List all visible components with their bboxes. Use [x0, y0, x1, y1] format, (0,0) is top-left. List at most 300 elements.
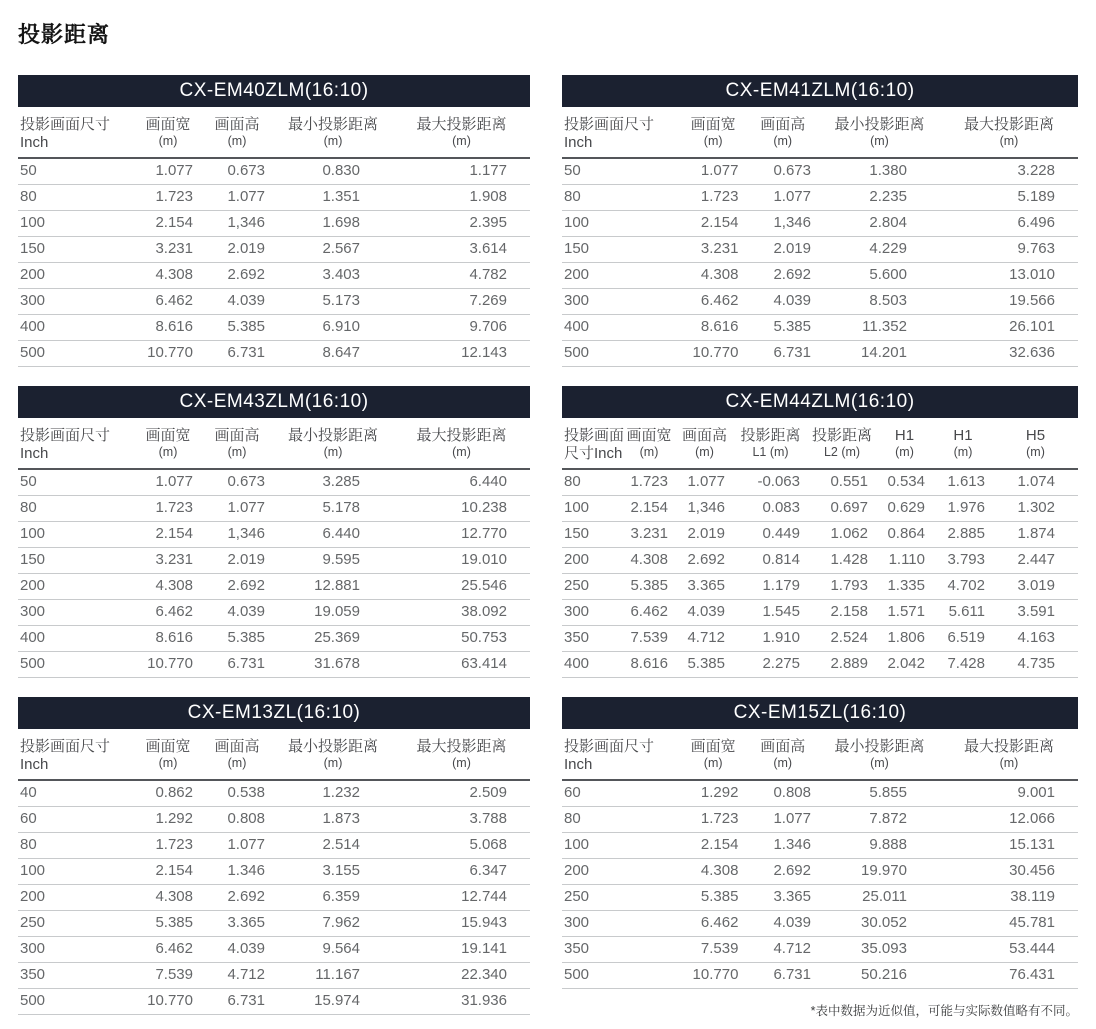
table-cell: 1.380	[819, 158, 940, 185]
table-cell: 1.346	[201, 859, 273, 885]
table-cell: 2.019	[676, 522, 733, 548]
table-cell: 1.077	[201, 496, 273, 522]
table-cell: 4.163	[993, 626, 1078, 652]
table-cell: 500	[18, 989, 135, 1015]
table-cell: 80	[562, 469, 622, 496]
table-cell: 6.731	[201, 652, 273, 678]
table-cell: 5.068	[393, 833, 530, 859]
table-cell: 200	[562, 263, 680, 289]
table-cell: 200	[18, 574, 135, 600]
table-cell: 30.052	[819, 911, 940, 937]
table-cell: 1.873	[273, 807, 393, 833]
table-cell: -0.063	[733, 469, 808, 496]
table-cell: 5.189	[940, 185, 1078, 211]
table-cell: 350	[562, 626, 622, 652]
table-cell: 5.385	[201, 315, 273, 341]
table-row	[562, 859, 1078, 885]
table-cell: 1.806	[876, 626, 933, 652]
table-cell: 31.936	[393, 989, 530, 1015]
table-row	[18, 263, 530, 289]
table-cell: 1.292	[680, 780, 747, 807]
model-header: CX-EM44ZLM(16:10)	[562, 386, 1078, 418]
table-cell: 3.231	[135, 237, 201, 263]
table-cell: 10.770	[135, 341, 201, 367]
table-cell: 1.077	[135, 158, 201, 185]
table-cell: 1.874	[993, 522, 1078, 548]
table-cell: 8.616	[135, 626, 201, 652]
table-cell: 200	[562, 859, 680, 885]
table-cell: 19.566	[940, 289, 1078, 315]
table-row	[562, 263, 1078, 289]
table-cell: 80	[562, 807, 680, 833]
table-cell: 0.697	[808, 496, 876, 522]
table-cell: 38.092	[393, 600, 530, 626]
table-cell: 2.154	[135, 859, 201, 885]
table-cell: 4.039	[201, 600, 273, 626]
table-cell: 1.077	[201, 833, 273, 859]
table-cell: 0.673	[201, 158, 273, 185]
model-header: CX-EM41ZLM(16:10)	[562, 75, 1078, 107]
table-section-cx-em41zlm	[562, 75, 1078, 367]
table-row	[18, 522, 530, 548]
table-cell: 7.428	[933, 652, 993, 678]
projection-table	[18, 418, 530, 678]
table-cell: 6.731	[201, 989, 273, 1015]
table-cell: 6.496	[940, 211, 1078, 237]
column-header: 画面高 (m)	[201, 107, 273, 158]
table-cell: 1.292	[135, 807, 201, 833]
table-cell: 5.611	[933, 600, 993, 626]
table-cell: 7.539	[622, 626, 676, 652]
table-cell: 0.830	[273, 158, 393, 185]
table-cell: 6.462	[135, 937, 201, 963]
table-section-cx-em44zlm	[562, 386, 1078, 678]
table-row	[18, 937, 530, 963]
column-header-row	[18, 418, 530, 469]
footnote: *表中数据为近似值，可能与实际数值略有不同。	[810, 1004, 1078, 1018]
table-cell: 2.509	[393, 780, 530, 807]
table-cell: 5.385	[201, 626, 273, 652]
table-cell: 10.770	[680, 963, 747, 989]
table-row	[562, 158, 1078, 185]
table-cell: 15.974	[273, 989, 393, 1015]
table-cell: 2.524	[808, 626, 876, 652]
table-cell: 0.808	[746, 780, 819, 807]
table-cell: 400	[18, 315, 135, 341]
table-row	[562, 522, 1078, 548]
table-cell: 1.571	[876, 600, 933, 626]
column-header: 画面高 (m)	[746, 107, 819, 158]
column-header: 画面宽 (m)	[135, 107, 201, 158]
table-cell: 1.346	[746, 833, 819, 859]
table-cell: 6.731	[746, 341, 819, 367]
table-cell: 3.231	[135, 548, 201, 574]
table-cell: 1.077	[746, 185, 819, 211]
table-cell: 1.335	[876, 574, 933, 600]
table-row	[18, 833, 530, 859]
table-cell: 400	[562, 315, 680, 341]
table-cell: 1.613	[933, 469, 993, 496]
table-cell: 6.910	[273, 315, 393, 341]
table-cell: 80	[18, 833, 135, 859]
column-header-row	[562, 729, 1078, 780]
table-cell: 15.131	[940, 833, 1078, 859]
column-header: 最小投影距离 (m)	[273, 107, 393, 158]
column-header: 最大投影距离 (m)	[393, 418, 530, 469]
table-cell: 2.514	[273, 833, 393, 859]
table-cell: 4.039	[201, 289, 273, 315]
table-cell: 32.636	[940, 341, 1078, 367]
table-cell: 12.744	[393, 885, 530, 911]
table-cell: 22.340	[393, 963, 530, 989]
table-cell: 31.678	[273, 652, 393, 678]
table-cell: 4.782	[393, 263, 530, 289]
column-header: 画面高 (m)	[676, 418, 733, 469]
table-row	[562, 833, 1078, 859]
table-cell: 50.216	[819, 963, 940, 989]
table-cell: 1.074	[993, 469, 1078, 496]
table-cell: 8.616	[135, 315, 201, 341]
table-row	[18, 652, 530, 678]
table-section-cx-em40zlm	[18, 75, 530, 367]
table-cell: 2.154	[680, 833, 747, 859]
table-row	[18, 780, 530, 807]
model-header: CX-EM40ZLM(16:10)	[18, 75, 530, 107]
table-cell: 4.308	[135, 574, 201, 600]
table-row	[562, 341, 1078, 367]
table-cell: 1.302	[993, 496, 1078, 522]
table-row	[562, 496, 1078, 522]
table-row	[562, 780, 1078, 807]
table-cell: 200	[18, 263, 135, 289]
table-cell: 500	[562, 341, 680, 367]
table-section-cx-em13zl	[18, 697, 530, 1015]
column-header: 画面高 (m)	[746, 729, 819, 780]
table-cell: 10.238	[393, 496, 530, 522]
table-cell: 0.862	[135, 780, 201, 807]
table-cell: 3.788	[393, 807, 530, 833]
table-cell: 35.093	[819, 937, 940, 963]
table-row	[562, 289, 1078, 315]
table-cell: 1.077	[201, 185, 273, 211]
table-cell: 9.564	[273, 937, 393, 963]
table-row	[562, 626, 1078, 652]
table-row	[18, 469, 530, 496]
table-cell: 100	[562, 496, 622, 522]
table-cell: 500	[562, 963, 680, 989]
table-cell: 50	[18, 469, 135, 496]
table-cell: 1.177	[393, 158, 530, 185]
table-cell: 1.545	[733, 600, 808, 626]
table-cell: 2.885	[933, 522, 993, 548]
table-cell: 0.551	[808, 469, 876, 496]
table-row	[562, 469, 1078, 496]
table-cell: 250	[18, 911, 135, 937]
table-cell: 200	[18, 885, 135, 911]
table-cell: 4.308	[135, 885, 201, 911]
table-cell: 350	[562, 937, 680, 963]
table-cell: 6.462	[135, 600, 201, 626]
table-cell: 13.010	[940, 263, 1078, 289]
table-cell: 2.395	[393, 211, 530, 237]
table-cell: 3.403	[273, 263, 393, 289]
table-cell: 50	[18, 158, 135, 185]
table-row	[562, 315, 1078, 341]
table-cell: 8.503	[819, 289, 940, 315]
column-header: 最小投影距离 (m)	[819, 729, 940, 780]
table-cell: 250	[562, 885, 680, 911]
model-header: CX-EM43ZLM(16:10)	[18, 386, 530, 418]
column-header-row	[18, 729, 530, 780]
column-header: 最大投影距离 (m)	[393, 107, 530, 158]
table-cell: 2.692	[201, 263, 273, 289]
table-cell: 1.179	[733, 574, 808, 600]
table-cell: 1.428	[808, 548, 876, 574]
projection-table	[18, 729, 530, 1015]
projection-table	[18, 107, 530, 367]
column-header: 投影画面尺寸 Inch	[18, 418, 135, 469]
table-row	[18, 211, 530, 237]
table-cell: 1,346	[746, 211, 819, 237]
table-cell: 200	[562, 548, 622, 574]
table-cell: 2.804	[819, 211, 940, 237]
table-cell: 38.119	[940, 885, 1078, 911]
table-cell: 1.698	[273, 211, 393, 237]
table-cell: 4.712	[676, 626, 733, 652]
table-cell: 300	[562, 289, 680, 315]
table-cell: 2.447	[993, 548, 1078, 574]
table-row	[18, 289, 530, 315]
table-cell: 2.275	[733, 652, 808, 678]
table-cell: 2.889	[808, 652, 876, 678]
column-header-row	[18, 107, 530, 158]
table-cell: 150	[562, 237, 680, 263]
table-cell: 6.440	[273, 522, 393, 548]
table-cell: 2.567	[273, 237, 393, 263]
table-cell: 3.285	[273, 469, 393, 496]
table-cell: 25.369	[273, 626, 393, 652]
table-row	[562, 548, 1078, 574]
column-header: 投影画面 尺寸Inch	[562, 418, 622, 469]
table-cell: 1.723	[135, 833, 201, 859]
table-cell: 100	[18, 522, 135, 548]
tables-grid	[18, 75, 1078, 1019]
table-cell: 30.456	[940, 859, 1078, 885]
table-cell: 0.864	[876, 522, 933, 548]
table-cell: 15.943	[393, 911, 530, 937]
table-cell: 2.019	[201, 237, 273, 263]
projection-table	[562, 107, 1078, 367]
table-cell: 4.039	[676, 600, 733, 626]
column-header: 画面宽 (m)	[622, 418, 676, 469]
column-header: 投影画面尺寸 Inch	[18, 107, 135, 158]
table-row	[18, 626, 530, 652]
table-cell: 1.077	[680, 158, 747, 185]
table-cell: 2.154	[680, 211, 747, 237]
table-cell: 19.970	[819, 859, 940, 885]
table-cell: 11.352	[819, 315, 940, 341]
projection-table	[562, 418, 1078, 678]
table-cell: 6.731	[201, 341, 273, 367]
table-cell: 1.723	[135, 185, 201, 211]
table-cell: 150	[562, 522, 622, 548]
table-cell: 8.647	[273, 341, 393, 367]
column-header: 画面宽 (m)	[135, 729, 201, 780]
table-row	[562, 185, 1078, 211]
table-cell: 1.908	[393, 185, 530, 211]
table-cell: 4.308	[680, 263, 747, 289]
projection-table	[562, 729, 1078, 989]
table-cell: 1.077	[135, 469, 201, 496]
table-cell: 1.062	[808, 522, 876, 548]
table-row	[562, 807, 1078, 833]
table-cell: 9.888	[819, 833, 940, 859]
column-header: H1 (m)	[876, 418, 933, 469]
table-cell: 5.855	[819, 780, 940, 807]
table-row	[562, 652, 1078, 678]
table-cell: 5.385	[622, 574, 676, 600]
table-cell: 12.881	[273, 574, 393, 600]
table-cell: 250	[562, 574, 622, 600]
table-cell: 4.712	[746, 937, 819, 963]
column-header: 投影画面尺寸 Inch	[18, 729, 135, 780]
table-cell: 2.692	[746, 859, 819, 885]
column-header: 画面高 (m)	[201, 418, 273, 469]
table-cell: 2.692	[201, 574, 273, 600]
table-cell: 6.731	[746, 963, 819, 989]
table-cell: 6.519	[933, 626, 993, 652]
table-cell: 6.462	[680, 289, 747, 315]
table-cell: 0.808	[201, 807, 273, 833]
table-cell: 2.158	[808, 600, 876, 626]
table-cell: 0.814	[733, 548, 808, 574]
table-cell: 2.019	[201, 548, 273, 574]
table-cell: 4.308	[622, 548, 676, 574]
table-cell: 25.011	[819, 885, 940, 911]
table-cell: 8.616	[680, 315, 747, 341]
table-cell: 150	[18, 548, 135, 574]
table-row	[18, 989, 530, 1015]
table-cell: 80	[18, 185, 135, 211]
table-cell: 6.359	[273, 885, 393, 911]
table-cell: 2.154	[135, 211, 201, 237]
table-row	[18, 315, 530, 341]
table-cell: 0.534	[876, 469, 933, 496]
table-row	[18, 807, 530, 833]
table-row	[18, 885, 530, 911]
table-cell: 1.723	[622, 469, 676, 496]
column-header: 最大投影距离 (m)	[393, 729, 530, 780]
table-cell: 10.770	[135, 652, 201, 678]
table-cell: 0.629	[876, 496, 933, 522]
table-cell: 4.229	[819, 237, 940, 263]
table-cell: 63.414	[393, 652, 530, 678]
table-cell: 1.723	[680, 807, 747, 833]
table-cell: 4.308	[680, 859, 747, 885]
table-cell: 1.077	[746, 807, 819, 833]
table-cell: 3.365	[746, 885, 819, 911]
table-cell: 1,346	[676, 496, 733, 522]
table-cell: 100	[562, 833, 680, 859]
table-cell: 9.706	[393, 315, 530, 341]
table-cell: 1.232	[273, 780, 393, 807]
table-cell: 0.449	[733, 522, 808, 548]
table-cell: 3.365	[676, 574, 733, 600]
table-cell: 3.231	[622, 522, 676, 548]
table-cell: 1.351	[273, 185, 393, 211]
column-header: H1 (m)	[933, 418, 993, 469]
table-cell: 100	[18, 859, 135, 885]
column-header: 最大投影距离 (m)	[940, 729, 1078, 780]
table-cell: 1.077	[676, 469, 733, 496]
table-cell: 60	[18, 807, 135, 833]
column-header: 画面高 (m)	[201, 729, 273, 780]
table-cell: 19.059	[273, 600, 393, 626]
table-cell: 26.101	[940, 315, 1078, 341]
table-cell: 4.039	[746, 289, 819, 315]
table-cell: 40	[18, 780, 135, 807]
table-cell: 14.201	[819, 341, 940, 367]
table-row	[18, 859, 530, 885]
table-section-cx-em43zlm	[18, 386, 530, 678]
table-cell: 7.539	[680, 937, 747, 963]
table-cell: 6.462	[135, 289, 201, 315]
table-cell: 4.702	[933, 574, 993, 600]
column-header: 最小投影距离 (m)	[819, 107, 940, 158]
column-header: 画面宽 (m)	[680, 107, 747, 158]
table-cell: 3.228	[940, 158, 1078, 185]
table-row	[18, 341, 530, 367]
table-cell: 5.173	[273, 289, 393, 315]
table-cell: 5.178	[273, 496, 393, 522]
table-cell: 3.793	[933, 548, 993, 574]
column-header-row	[562, 107, 1078, 158]
table-cell: 25.546	[393, 574, 530, 600]
table-row	[18, 237, 530, 263]
table-cell: 0.673	[201, 469, 273, 496]
table-cell: 2.235	[819, 185, 940, 211]
table-cell: 100	[562, 211, 680, 237]
table-cell: 5.600	[819, 263, 940, 289]
table-cell: 100	[18, 211, 135, 237]
table-row	[18, 548, 530, 574]
table-cell: 19.010	[393, 548, 530, 574]
column-header: 投影距离 L2 (m)	[808, 418, 876, 469]
table-cell: 350	[18, 963, 135, 989]
table-cell: 45.781	[940, 911, 1078, 937]
table-cell: 5.385	[135, 911, 201, 937]
table-cell: 2.154	[622, 496, 676, 522]
table-row	[18, 185, 530, 211]
model-header: CX-EM13ZL(16:10)	[18, 697, 530, 729]
table-cell: 300	[18, 600, 135, 626]
table-cell: 7.962	[273, 911, 393, 937]
table-cell: 300	[562, 911, 680, 937]
table-cell: 11.167	[273, 963, 393, 989]
table-cell: 1.110	[876, 548, 933, 574]
table-cell: 8.616	[622, 652, 676, 678]
table-cell: 3.614	[393, 237, 530, 263]
table-cell: 50	[562, 158, 680, 185]
column-header: 画面宽 (m)	[680, 729, 747, 780]
column-header: 最大投影距离 (m)	[940, 107, 1078, 158]
table-cell: 1.723	[680, 185, 747, 211]
table-cell: 2.154	[135, 522, 201, 548]
table-cell: 0.083	[733, 496, 808, 522]
table-cell: 300	[562, 600, 622, 626]
table-cell: 3.231	[680, 237, 747, 263]
table-cell: 4.712	[201, 963, 273, 989]
